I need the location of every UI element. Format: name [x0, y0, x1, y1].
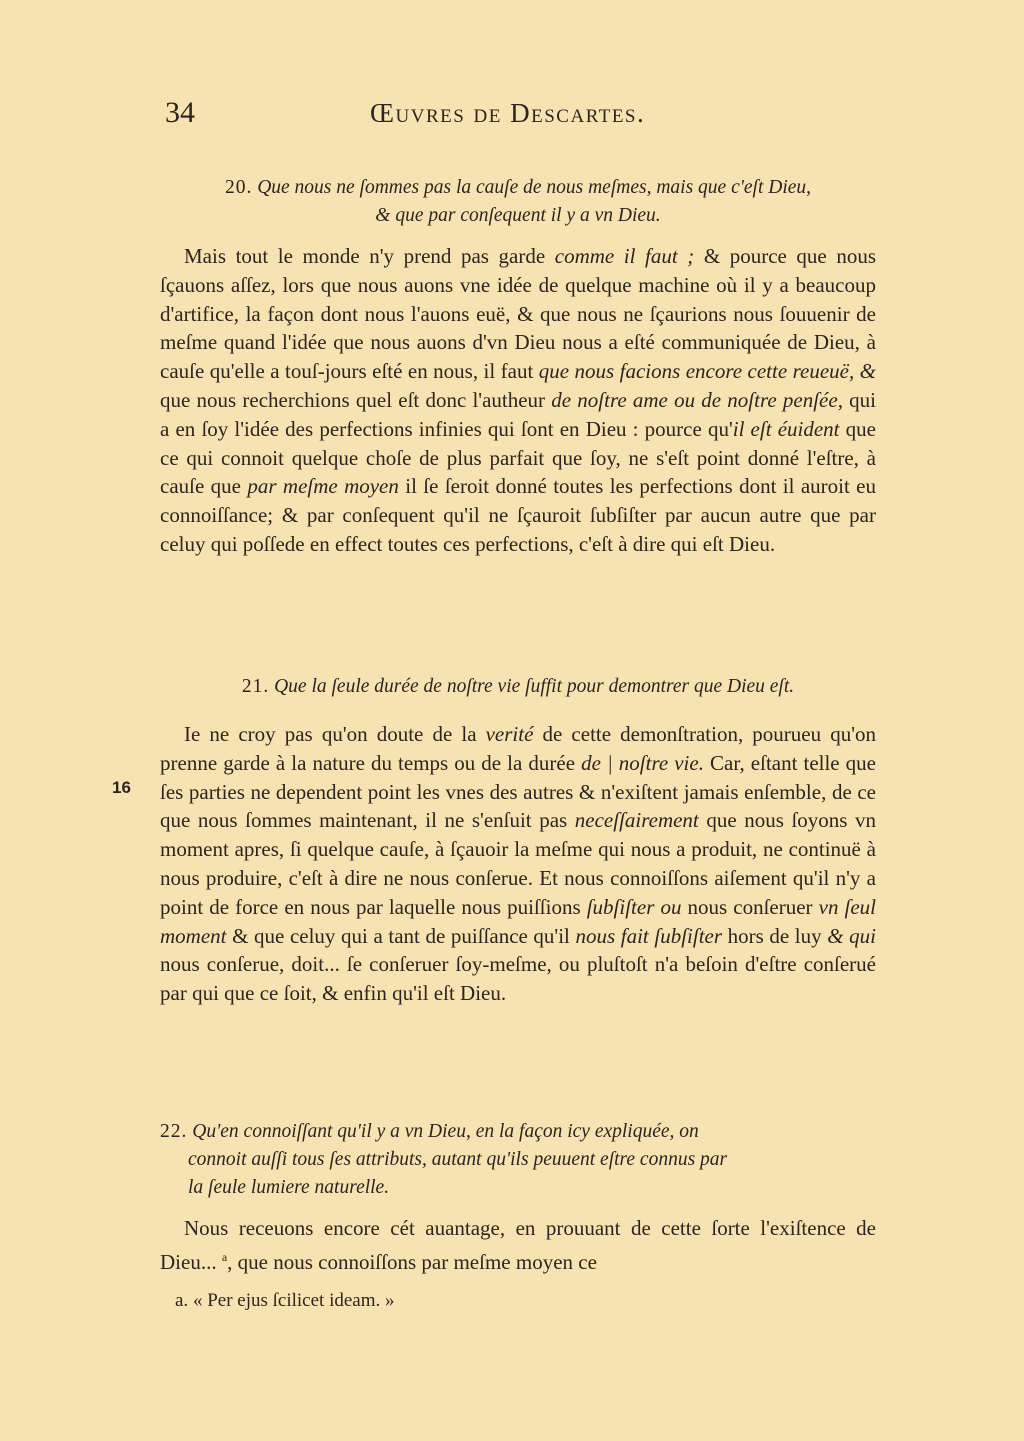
- footnote-ref[interactable]: a: [221, 1249, 228, 1264]
- text-run: qui a en ſoy l'idée des perfections infinies qui ſont en Dieu : pource qu': [160, 387, 876, 441]
- text-run: Ie ne croy pas qu'on doute de la: [184, 722, 486, 746]
- footnote: [175, 1290, 395, 1312]
- text-run: Car, eſtant telle que ſes parties ne dependent point les vnes des autres & n'exiſtent jamais enſemble, de ce que nous ſommes maintenant, il ne s'enſuit pas: [160, 750, 877, 833]
- italic-run: de | noſtre vie.: [581, 750, 704, 775]
- italic-run: de noſtre ame ou de noſtre penſée,: [551, 387, 843, 412]
- text-run: que ce qui connoit quelque choſe de plus parfait que ſoy, ne s'eſt point donné l'eſtre, à cauſe que: [160, 416, 876, 499]
- text-run: nous conſeruer: [681, 894, 819, 919]
- text-run: que nous ſoyons vn moment apres, ſi quelque cauſe, à ſçauoir la meſme qui nous a produit, ne continuë à nous produire, c'eſt à dire ne nous conſerue. Et nous connoiſſons aiſement qu'il n'y a point de force en nous par laquelle nous puiſſions: [160, 808, 877, 919]
- section-number: 22.: [160, 1121, 188, 1142]
- paragraph-3: [160, 1214, 876, 1277]
- text-run: , que nous connoiſſons par meſme moyen ce: [227, 1249, 597, 1274]
- section-heading-20: [160, 174, 876, 230]
- text-run: Nous receuons encore cét auantage, en prouuant de cette ſorte l'exiſtence de Dieu...: [160, 1216, 876, 1274]
- italic-run: vn ſeul moment: [160, 894, 877, 948]
- footnote-text: « Per ejus ſcilicet ideam. »: [192, 1290, 395, 1311]
- section-title-line: Qu'en connoiſſant qu'il y a vn Dieu, en la façon icy expliquée, on: [192, 1121, 699, 1142]
- text-run: nous conſerue, doit... ſe conſeruer ſoy-meſme, ou pluſtoſt n'a beſoin d'eſtre conſerué par qui que ce ſoit, & enfin qu'il eſt Dieu.: [160, 952, 876, 1006]
- section-title-line: connoit auſſi tous ſes attributs, autant qu'ils peuuent eſtre connus par: [188, 1149, 728, 1170]
- footnote-marker: a.: [175, 1290, 189, 1311]
- italic-run: il eſt éuident: [732, 416, 840, 441]
- italic-run: verité: [485, 722, 534, 746]
- section-heading-22: [160, 1118, 876, 1202]
- text-run: de cette demonſtration, pourueu qu'on prenne garde à la nature du temps ou de la durée: [160, 722, 876, 775]
- italic-run: ſubſiſter ou: [586, 894, 682, 919]
- text-run: il ſe ſeroit donné toutes les perfections dont il auroit eu connoiſſance; & par conſequent qu'il ne ſçauroit ſubſiſter par aucun autre que par celuy qui poſſede en effect toutes ces perfections, c'eſt à dire qui eſt Dieu.: [160, 474, 876, 556]
- section-number: 21.: [241, 676, 270, 697]
- section-number: 20.: [224, 177, 253, 198]
- page-number: 34: [165, 96, 195, 129]
- section-heading-21: [160, 673, 876, 701]
- italic-run: par meſme moyen: [247, 474, 399, 499]
- section-title-line: & que par conſequent il y a vn Dieu.: [375, 205, 661, 226]
- italic-run: nous fait ſubſiſter: [575, 923, 723, 948]
- section-title-line: Que la ſeule durée de noſtre vie ſuffit pour demontrer que Dieu eſt.: [274, 676, 795, 697]
- section-title-line: Que nous ne ſommes pas la cauſe de nous meſmes, mais que c'eſt Dieu,: [257, 177, 812, 198]
- italic-run: neceſſairement: [574, 808, 699, 833]
- italic-run: que nous facions encore cette reueuë, &: [538, 359, 876, 384]
- margin-page-number: 16: [112, 778, 131, 797]
- text-run: hors de luy: [722, 923, 828, 948]
- italic-run: & qui: [827, 923, 877, 948]
- text-run: & pource que nous ſçauons aſſez, lors que nous auons vne idée de quelque machine où il y a beaucoup d'artifice, la façon dont nous l'auons euë, & que nous ne ſçaurions nous ſouuenir de meſme quand l'idée que nous auons d'vn Dieu nous a eſté communiquée de Dieu, à cauſe qu'elle a touſ-jours eſté en nous, il faut: [160, 244, 876, 384]
- text-run: que nous recherchions quel eſt donc l'autheur: [160, 387, 552, 412]
- text-run: & que celuy qui a tant de puiſſance qu'il: [226, 923, 576, 948]
- italic-run: comme il faut ;: [554, 244, 695, 268]
- text-run: Mais tout le monde n'y prend pas garde: [184, 244, 555, 268]
- paragraph-1: [160, 242, 876, 559]
- section-title-line: la ſeule lumiere naturelle.: [188, 1177, 390, 1198]
- paragraph-2: [160, 720, 876, 1008]
- running-title: Œuvres de Descartes.: [370, 98, 646, 128]
